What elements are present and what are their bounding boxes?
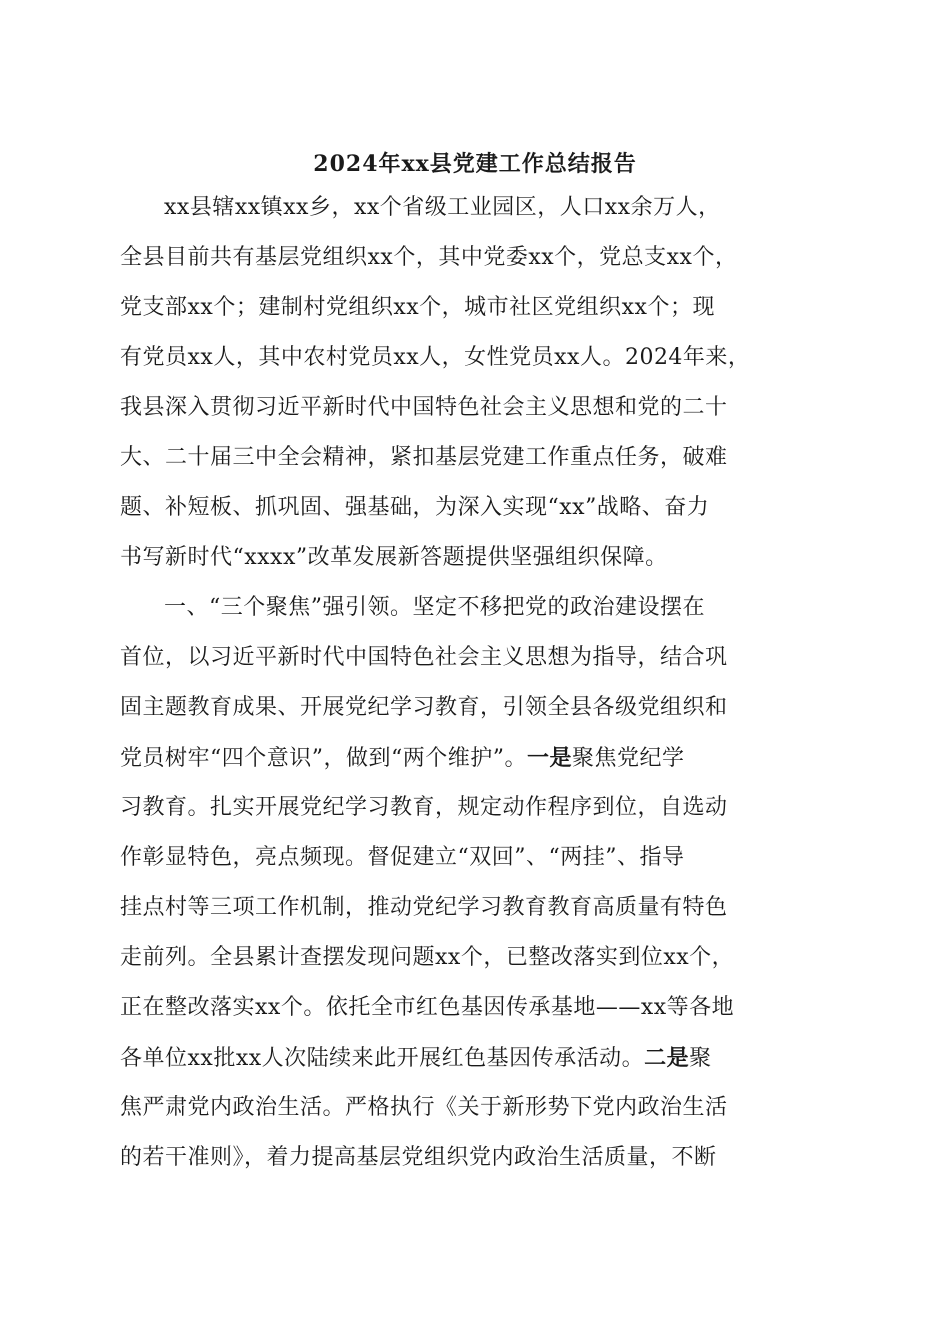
paragraph-line <box>120 340 835 376</box>
text-run: 固主题教育成果、开展党纪学习教育，引领全县各级党组织和 <box>120 695 728 720</box>
paragraph-line <box>120 440 835 476</box>
paragraph-line <box>164 190 835 226</box>
paragraph-line <box>120 790 835 826</box>
paragraph-line <box>120 390 835 426</box>
section-heading-line <box>164 590 835 626</box>
text-run: 聚焦党纪学 <box>572 746 685 771</box>
paragraph-line <box>120 1090 835 1126</box>
text-run: xx县辖xx镇xx乡，xx个省级工业园区，人口xx余万人， <box>164 195 721 220</box>
paragraph-line <box>120 490 835 526</box>
text-run: 习教育。扎实开展党纪学习教育，规定动作程序到位，自选动 <box>120 795 728 820</box>
paragraph-line <box>120 990 835 1026</box>
text-run: 各单位xx批xx人次陆续来此开展红色基因传承活动。 <box>120 1046 645 1071</box>
document-title: 2024年xx县党建工作总结报告 <box>313 151 637 177</box>
text-run: 正在整改落实xx个。依托全市红色基因传承基地——xx等各地 <box>120 995 735 1020</box>
paragraph-line <box>120 890 835 926</box>
paragraph-line <box>120 690 835 726</box>
text-run: 走前列。全县累计查摆发现问题xx个，已整改落实到位xx个， <box>120 945 735 970</box>
text-run: 作彰显特色，亮点频现。督促建立“双回”、“两挂”、指导 <box>120 845 685 870</box>
text-run: 有党员xx人，其中农村党员xx人，女性党员xx人。2024年来， <box>120 345 751 370</box>
text-run: 一、“三个聚焦”强引领。坚定不移把党的政治建设摆在 <box>164 595 705 620</box>
paragraph-line <box>120 740 835 776</box>
text-run: 书写新时代“xxxx”改革发展新答题提供坚强组织保障。 <box>120 545 668 570</box>
text-run: 全县目前共有基层党组织xx个，其中党委xx个，党总支xx个， <box>120 245 738 270</box>
bold-text-run: 一是 <box>527 745 573 771</box>
text-run: 首位，以习近平新时代中国特色社会主义思想为指导，结合巩 <box>120 645 728 670</box>
text-run: 焦严肃党内政治生活。严格执行《关于新形势下党内政治生活 <box>120 1095 728 1120</box>
text-run: 我县深入贯彻习近平新时代中国特色社会主义思想和党的二十 <box>120 395 728 420</box>
paragraph-line <box>120 940 835 976</box>
text-run: 挂点村等三项工作机制，推动党纪学习教育教育高质量有特色 <box>120 895 728 920</box>
paragraph-line <box>120 1040 835 1076</box>
paragraph-line <box>120 840 835 876</box>
paragraph-line <box>120 640 835 676</box>
text-run: 的若干准则》，着力提高基层党组织党内政治生活质量，不断 <box>120 1145 717 1170</box>
paragraph-line <box>120 1140 835 1176</box>
text-run: 党支部xx个；建制村党组织xx个，城市社区党组织xx个；现 <box>120 295 715 320</box>
bold-text-run: 二是 <box>644 1045 690 1071</box>
paragraph-line <box>120 290 835 326</box>
paragraph-line <box>120 540 835 576</box>
text-run: 题、补短板、抓巩固、强基础，为深入实现“xx”战略、奋力 <box>120 495 710 520</box>
text-run: 党员树牢“四个意识”，做到“两个维护”。 <box>120 746 527 771</box>
paragraph-line <box>120 240 835 276</box>
text-run: 大、二十届三中全会精神，紧扣基层党建工作重点任务，破难 <box>120 445 728 470</box>
text-run: 聚 <box>689 1046 712 1071</box>
